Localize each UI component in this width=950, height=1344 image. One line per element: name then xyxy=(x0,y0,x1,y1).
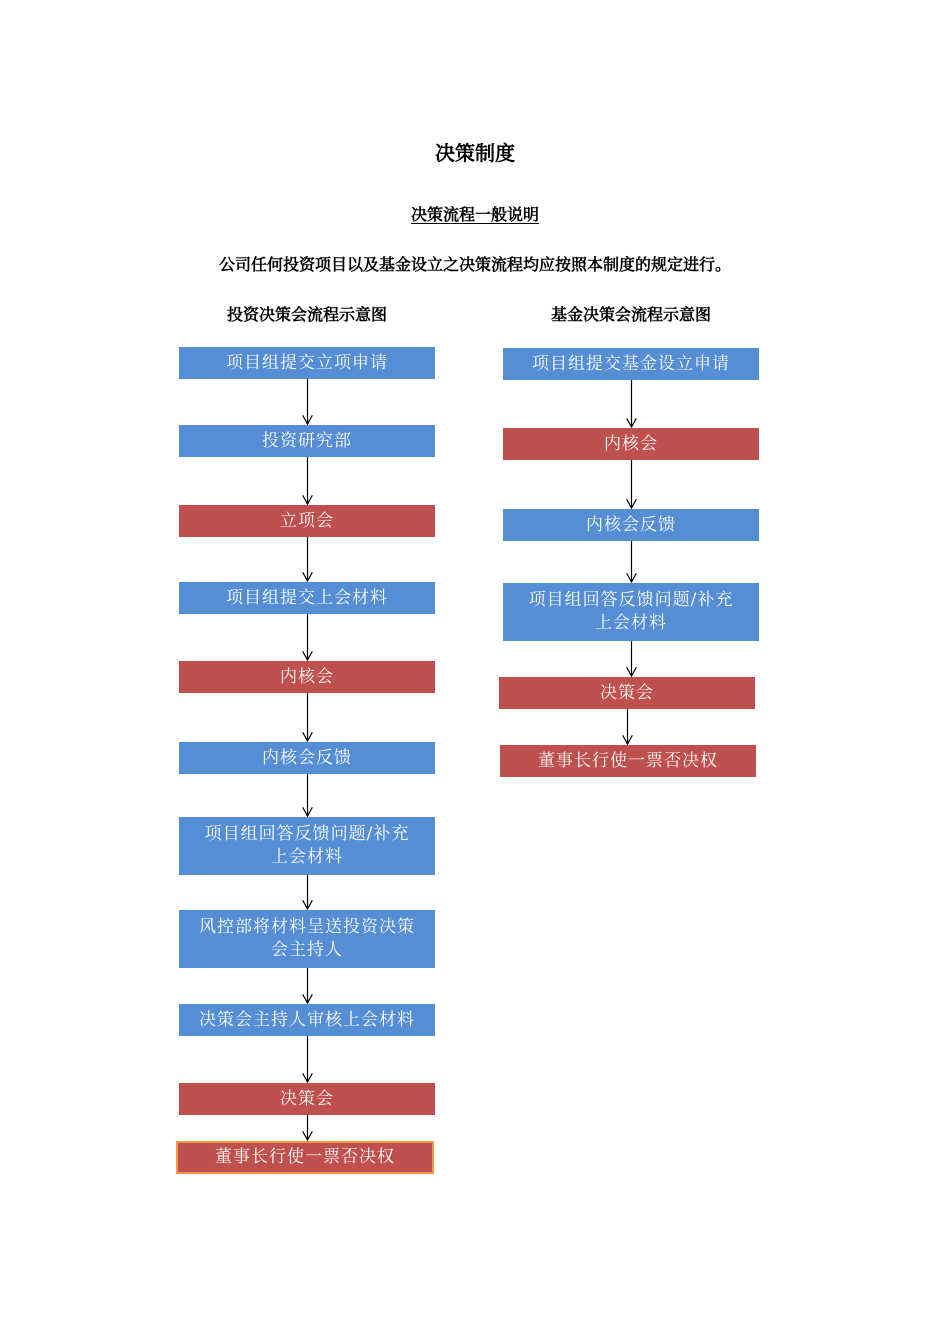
investment-step-5: 内核会 xyxy=(179,661,435,693)
investment-step-2: 投资研究部 xyxy=(179,425,435,457)
investment-step-8: 风控部将材料呈送投资决策 会主持人 xyxy=(179,910,435,968)
investment-step-4: 项目组提交上会材料 xyxy=(179,582,435,614)
investment-step-1: 项目组提交立项申请 xyxy=(179,347,435,379)
fund-step-6: 董事长行使一票否决权 xyxy=(500,745,756,777)
fund-step-1: 项目组提交基金设立申请 xyxy=(503,348,759,380)
fund-step-4: 项目组回答反馈问题/补充 上会材料 xyxy=(503,583,759,641)
intro-paragraph: 公司任何投资项目以及基金设立之决策流程均应按照本制度的规定进行。 xyxy=(218,255,731,274)
investment-step-9: 决策会主持人审核上会材料 xyxy=(179,1004,435,1036)
investment-step-11: 董事长行使一票否决权 xyxy=(176,1141,434,1174)
investment-step-7: 项目组回答反馈问题/补充 上会材料 xyxy=(179,817,435,875)
fund-step-2: 内核会 xyxy=(503,428,759,460)
fund-step-3: 内核会反馈 xyxy=(503,509,759,541)
fund-step-5: 决策会 xyxy=(499,677,755,709)
subtitle-text: 决策流程一般说明 xyxy=(410,205,539,224)
investment-flow-heading: 投资决策会流程示意图 xyxy=(226,305,387,324)
investment-step-10: 决策会 xyxy=(179,1083,435,1115)
document-title: 决策制度 xyxy=(435,141,515,165)
investment-step-6: 内核会反馈 xyxy=(179,742,435,774)
investment-step-3: 立项会 xyxy=(179,505,435,537)
fund-flow-heading: 基金决策会流程示意图 xyxy=(550,305,711,324)
